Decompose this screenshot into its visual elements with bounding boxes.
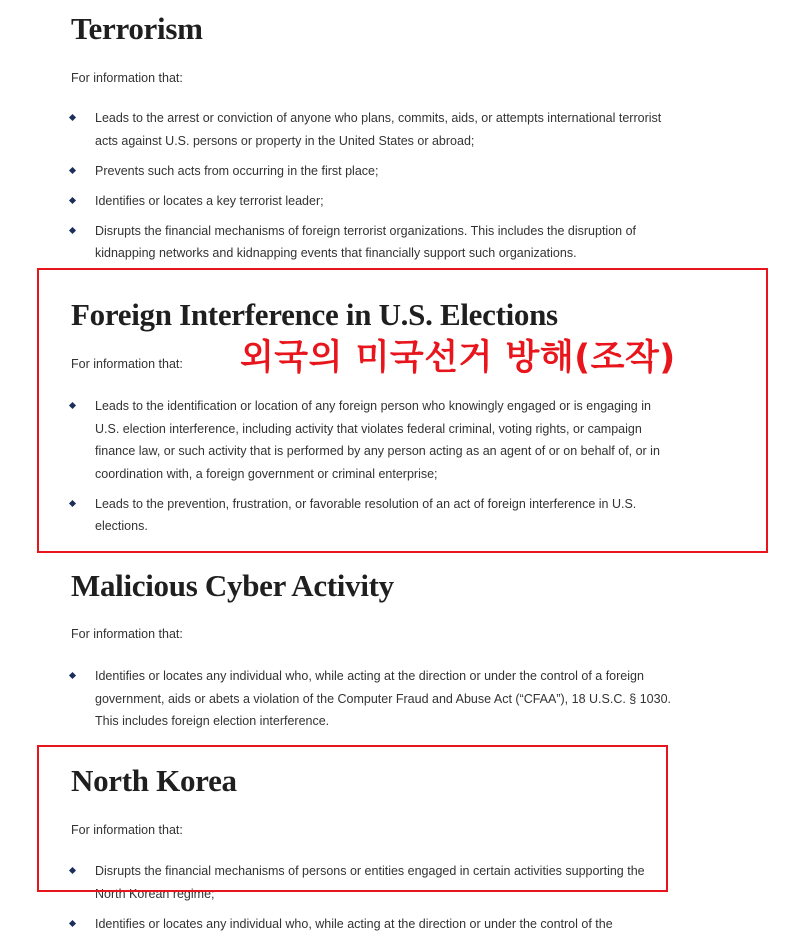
list-item (71, 107, 671, 152)
section-heading: Terrorism (71, 11, 203, 46)
list-item-text: Disrupts the financial mechanisms of persons or entities engaged in certain activities supporting the North Korean regime; (95, 864, 645, 901)
list-item (71, 160, 671, 183)
section-heading: North Korea (71, 763, 237, 798)
diamond-bullet-icon (69, 867, 76, 874)
section-heading: Malicious Cyber Activity (71, 568, 394, 603)
list-item (71, 190, 671, 213)
bullet-list (71, 860, 671, 943)
diamond-bullet-icon (69, 196, 76, 203)
list-item (71, 493, 671, 538)
section-intro: For information that: (71, 71, 183, 85)
list-item (71, 220, 671, 265)
list-item-text: Identifies or locates any individual who, while acting at the direction or under the control of the (95, 916, 613, 931)
section-terrorism (71, 10, 691, 260)
list-item-text: Prevents such acts from occurring in the first place; (95, 163, 379, 178)
korean-annotation-label: 외국의 미국선거 방해(조작) (240, 338, 676, 378)
list-item-text: Leads to the arrest or conviction of anyone who plans, commits, aids, or attempts international terrorist acts against U.S. persons or property in the United States or abroad; (95, 111, 662, 148)
bullet-list (71, 395, 671, 545)
diamond-bullet-icon (69, 672, 76, 679)
list-item (71, 395, 671, 485)
list-item (71, 860, 671, 905)
section-intro: For information that: (71, 357, 183, 371)
diamond-bullet-icon (69, 114, 76, 121)
list-item-text: Identifies or locates any individual who, while acting at the direction or under the control of a foreign government, aids or abets a violation of the Computer Fraud and Abuse Act (“CFAA”), 18 U.S.C. § 1030. This includes foreign election interference. (95, 669, 671, 728)
section-heading: Foreign Interference in U.S. Elections (71, 297, 558, 332)
list-item-text: Identifies or locates a key terrorist leader; (95, 193, 324, 208)
list-item-text: Leads to the prevention, frustration, or favorable resolution of an act of foreign interference in U.S. elections. (95, 496, 637, 533)
diamond-bullet-icon (69, 166, 76, 173)
diamond-bullet-icon (69, 402, 76, 409)
section-intro: For information that: (71, 823, 183, 837)
diamond-bullet-icon (69, 499, 76, 506)
section-north-korea (71, 762, 691, 931)
list-item-text: Leads to the identification or location of any foreign person who knowingly engaged or is engaging in U.S. election interference, including activity that violates federal criminal, voting rights, or campaign finance law, or such activity that is performed by any person acting as an agent of or on behalf of, or in coordination with, a foreign government or criminal enterprise; (95, 399, 660, 481)
list-item (71, 913, 671, 936)
bullet-list (71, 665, 671, 740)
diamond-bullet-icon (69, 226, 76, 233)
list-item-text: Disrupts the financial mechanisms of foreign terrorist organizations. This includes the disruption of kidnapping networks and kidnapping events that financially support such organizations. (95, 223, 637, 260)
section-malicious-cyber (71, 567, 691, 728)
diamond-bullet-icon (69, 919, 76, 926)
list-item (71, 665, 671, 733)
section-intro: For information that: (71, 627, 183, 641)
bullet-list (71, 107, 671, 272)
